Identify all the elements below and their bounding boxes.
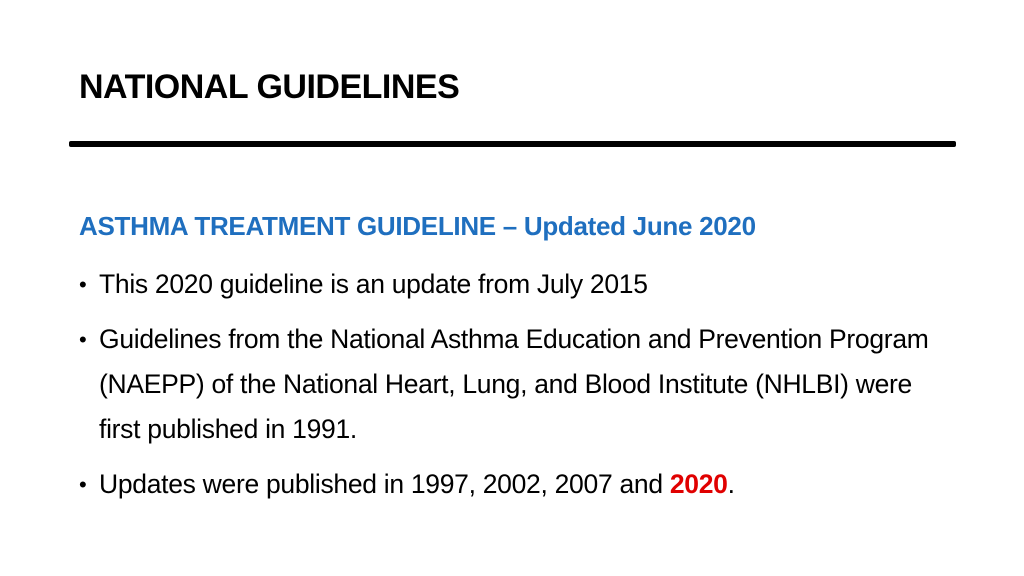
highlighted-year: 2020	[669, 469, 728, 499]
bullet-dot-icon: •	[79, 272, 87, 297]
bullet-text: Guidelines from the National Asthma Education and Prevention Program (NAEPP) of the National Heart, Lung, and Blood Institute (NHLBI) were first published in 1991.	[99, 324, 929, 444]
bullet-text-suffix: .	[727, 469, 735, 499]
bullet-item	[79, 317, 939, 452]
bullet-item	[79, 462, 939, 507]
bullet-item	[79, 262, 939, 307]
section-subheading: ASTHMA TREATMENT GUIDELINE – Updated June 2020	[79, 211, 756, 241]
bullet-dot-icon: •	[79, 327, 87, 352]
bullet-text: This 2020 guideline is an update from July 2015	[99, 269, 648, 299]
bullet-dot-icon: •	[79, 472, 87, 497]
bullet-list	[79, 262, 939, 517]
slide-title: NATIONAL GUIDELINES	[79, 68, 460, 106]
bullet-text-prefix: Updates were published in 1997, 2002, 2007 and	[99, 469, 670, 499]
title-divider	[69, 141, 956, 147]
